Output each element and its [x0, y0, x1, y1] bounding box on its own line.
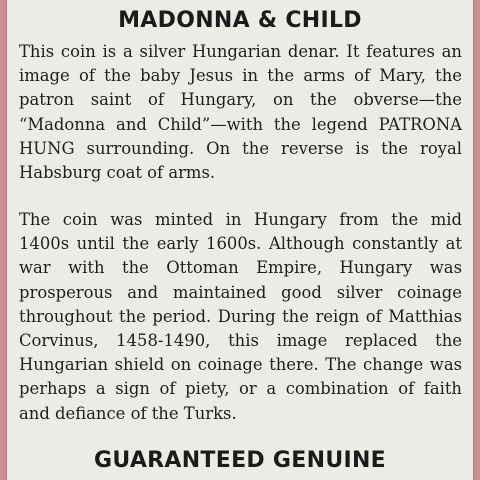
text-line: war with the Ottoman Empire, Hungary was: [19, 258, 462, 278]
text-line: “Madonna and Child”—with the legend PATRONA: [19, 114, 462, 134]
text-line: The coin was minted in Hungary from the mid: [19, 210, 462, 229]
text-line: HUNG surrounding. On the reverse is the royal: [19, 138, 462, 158]
text-line: throughout the period. During the reign of Matthias: [19, 306, 462, 326]
card-title: MADONNA & CHILD: [118, 8, 362, 33]
text-line: and defiance of the Turks.: [19, 403, 237, 423]
text-line: prosperous and maintained good silver coinage: [19, 282, 462, 302]
section-title-guarantee: GUARANTEED GENUINE: [93, 448, 387, 473]
text-line: patron saint of Hungary, on the obverse—the: [19, 90, 462, 110]
paragraph-description: [19, 40, 462, 185]
text-line: Hungarian shield on coinage there. The change was: [19, 355, 462, 375]
text-line: perhaps a sign of piety, or a combination of faith: [19, 379, 462, 399]
text-line: This coin is a silver Hungarian denar. It features an: [19, 42, 462, 61]
text-line: 1400s until the early 1600s. Although constantly at: [19, 234, 462, 254]
text-line: Habsburg coat of arms.: [19, 163, 216, 183]
paragraph-history: [19, 208, 462, 426]
info-card: [7, 0, 473, 480]
text-line: image of the baby Jesus in the arms of Mary, the: [19, 66, 462, 86]
text-line: Corvinus, 1458-1490, this image replaced the: [19, 331, 462, 351]
